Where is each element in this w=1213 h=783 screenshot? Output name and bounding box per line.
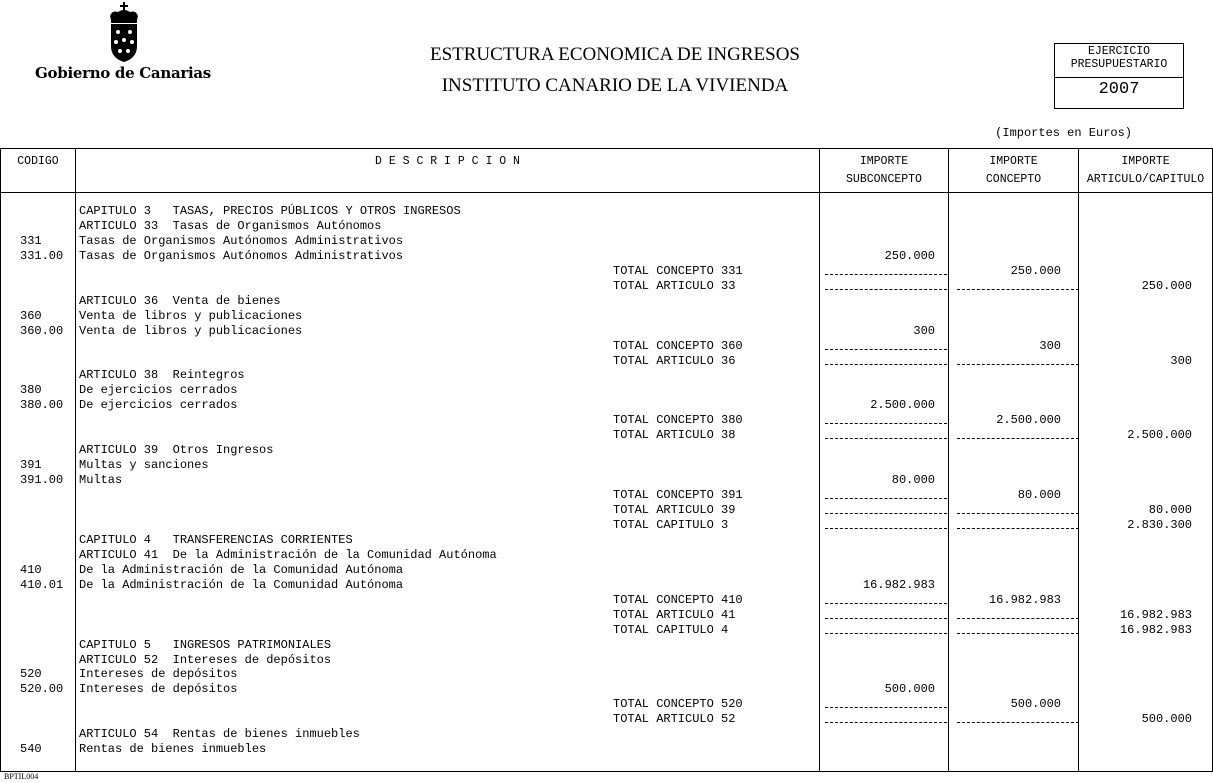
dashed-rule	[957, 618, 1079, 619]
dashed-rule	[825, 513, 947, 514]
table-row	[1, 667, 1212, 682]
row-importe-articulo: 2.500.000	[1127, 428, 1192, 443]
row-importe-articulo: 300	[1170, 353, 1192, 368]
row-importe-concepto: 80.000	[1017, 488, 1061, 503]
logo-text: Gobierno de Canarias	[35, 64, 211, 82]
row-code: 331.00	[20, 248, 64, 263]
table-row	[1, 219, 1212, 234]
col-header-subconcepto-line1: IMPORTE	[859, 155, 909, 168]
row-description: CAPITULO 3 TASAS, PRECIOS PÚBLICOS Y OTROS INGRESOS	[79, 204, 461, 218]
dashed-rule	[957, 722, 1079, 723]
table-row	[1, 368, 1212, 383]
row-description: De la Administración de la Comunidad Autónoma	[79, 562, 404, 577]
table-row	[1, 264, 1212, 279]
row-code: 410.01	[20, 577, 64, 592]
ejercicio-year: 2007	[1098, 80, 1140, 99]
dashed-rule	[825, 364, 947, 365]
dashed-rule	[825, 633, 947, 634]
table-row	[1, 443, 1212, 458]
dashed-rule	[825, 603, 947, 604]
gobierno-logo	[28, 2, 218, 84]
table-row	[1, 608, 1212, 623]
row-importe-articulo: 500.000	[1141, 712, 1192, 727]
row-description: De la Administración de la Comunidad Autónoma	[79, 577, 404, 592]
row-description: CAPITULO 5 INGRESOS PATRIMONIALES	[79, 637, 332, 652]
row-total-label: TOTAL ARTICULO 52	[613, 712, 736, 727]
row-description: ARTICULO 52 Intereses de depósitos	[79, 652, 332, 667]
table-row	[1, 309, 1212, 324]
table-row	[1, 354, 1212, 369]
row-total-label: TOTAL CONCEPTO 520	[613, 697, 743, 712]
table-row	[1, 638, 1212, 653]
row-importe-concepto: 500.000	[1010, 697, 1061, 712]
table-row	[1, 533, 1212, 548]
row-description: ARTICULO 38 Reintegros	[79, 368, 245, 383]
table-row	[1, 413, 1212, 428]
report-title: ESTRUCTURA ECONOMICA DE INGRESOS	[429, 44, 800, 65]
row-importe-concepto: 2.500.000	[996, 413, 1061, 428]
dashed-rule	[957, 633, 1079, 634]
dashed-rule	[825, 423, 947, 424]
dashed-rule	[825, 274, 947, 275]
col-header-concepto-line1: IMPORTE	[989, 155, 1038, 168]
row-total-label: TOTAL CONCEPTO 380	[613, 413, 743, 428]
row-description: Rentas de bienes inmuebles	[79, 742, 267, 757]
dashed-rule	[957, 513, 1079, 514]
row-code: 380.00	[20, 398, 64, 413]
row-importe-concepto: 16.982.983	[988, 592, 1061, 607]
row-description: Multas	[79, 473, 123, 488]
row-importe-subconcepto: 500.000	[884, 682, 935, 697]
dashed-rule	[825, 528, 947, 529]
row-code: 380	[20, 383, 42, 398]
row-importe-subconcepto: 2.500.000	[870, 398, 935, 413]
row-total-label: TOTAL ARTICULO 33	[613, 278, 736, 293]
table-row	[1, 712, 1212, 727]
dashed-rule	[825, 498, 947, 499]
row-total-label: TOTAL CAPITULO 3	[613, 517, 729, 532]
row-total-label: TOTAL ARTICULO 41	[613, 607, 736, 622]
row-importe-articulo: 16.982.983	[1119, 607, 1192, 622]
row-code: 360	[20, 308, 42, 323]
row-importe-subconcepto: 80.000	[891, 473, 935, 488]
table-row	[1, 234, 1212, 249]
row-code: 331	[20, 233, 42, 248]
row-description: De ejercicios cerrados	[79, 398, 238, 413]
row-description: Intereses de depósitos	[79, 682, 238, 697]
col-header-concepto-line2: CONCEPTO	[985, 173, 1042, 186]
table-row	[1, 727, 1212, 742]
table-row	[1, 383, 1212, 398]
row-description: Venta de libros y publicaciones	[79, 323, 303, 338]
row-importe-subconcepto: 250.000	[884, 248, 935, 263]
row-code: 360.00	[20, 323, 64, 338]
dashed-rule	[825, 707, 947, 708]
dashed-rule	[957, 289, 1079, 290]
table-row	[1, 279, 1212, 294]
table-row	[1, 294, 1212, 309]
row-description: ARTICULO 33 Tasas de Organismos Autónomos	[79, 218, 382, 233]
table-row	[1, 742, 1212, 757]
row-total-label: TOTAL CAPITULO 4	[613, 622, 729, 637]
table-row	[1, 398, 1212, 413]
row-importe-articulo: 2.830.300	[1127, 517, 1192, 532]
col-header-codigo: CODIGO	[17, 155, 59, 168]
row-description: Venta de libros y publicaciones	[79, 308, 303, 323]
table-row	[1, 593, 1212, 608]
row-code: 540	[20, 742, 42, 757]
table-row	[1, 697, 1212, 712]
col-header-articulo-line2: ARTICULO/CAPITULO	[1086, 173, 1205, 186]
row-importe-articulo: 250.000	[1141, 278, 1192, 293]
table-row	[1, 653, 1212, 668]
row-description: ARTICULO 41 De la Administración de la Comunidad Autónoma	[79, 547, 497, 562]
row-importe-articulo: 80.000	[1148, 503, 1192, 517]
col-header-articulo-line1: IMPORTE	[1121, 155, 1170, 168]
row-importe-concepto: 250.000	[1010, 263, 1061, 278]
table-row	[1, 518, 1212, 533]
footer-code: BPTIL004	[4, 772, 39, 781]
dashed-rule	[825, 438, 947, 439]
col-header-descripcion: D E S C R I P C I O N	[375, 155, 520, 168]
row-total-label: TOTAL ARTICULO 36	[613, 353, 736, 368]
row-total-label: TOTAL ARTICULO 39	[613, 503, 736, 517]
budget-table	[0, 148, 1213, 772]
row-importe-concepto: 300	[1039, 338, 1061, 353]
row-code: 410	[20, 562, 42, 577]
col-header-articulo	[1079, 153, 1212, 189]
ejercicio-label	[1055, 45, 1183, 78]
units-note: (Importes en Euros)	[995, 126, 1132, 140]
row-total-label: TOTAL CONCEPTO 360	[613, 338, 743, 353]
table-row	[1, 682, 1212, 697]
ejercicio-label-line1: EJERCICIO	[1087, 45, 1151, 58]
row-importe-articulo: 16.982.983	[1119, 622, 1192, 637]
table-row	[1, 324, 1212, 339]
row-description: Tasas de Organismos Autónomos Administrativos	[79, 233, 404, 248]
table-row	[1, 458, 1212, 473]
table-row	[1, 204, 1212, 219]
dashed-rule	[825, 618, 947, 619]
report-subtitle: INSTITUTO CANARIO DE LA VIVIENDA	[441, 75, 789, 96]
dashed-rule	[825, 289, 947, 290]
row-code: 520	[20, 667, 42, 682]
row-description: ARTICULO 36 Venta de bienes	[79, 293, 281, 308]
row-code: 391.00	[20, 473, 64, 488]
col-header-subconcepto	[820, 153, 948, 189]
col-header-subconcepto-line2: SUBCONCEPTO	[846, 173, 922, 186]
table-row	[1, 623, 1212, 638]
table-row	[1, 488, 1212, 503]
ejercicio-label-line2: PRESUPUESTARIO	[1070, 58, 1168, 71]
row-description: ARTICULO 39 Otros Ingresos	[79, 443, 274, 458]
coat-of-arms-icon	[104, 2, 144, 64]
dashed-rule	[957, 528, 1079, 529]
row-total-label: TOTAL CONCEPTO 391	[613, 488, 743, 503]
table-row	[1, 578, 1212, 593]
header-divider	[1, 192, 1212, 193]
row-code: 391	[20, 458, 42, 473]
dashed-rule	[825, 722, 947, 723]
dashed-rule	[957, 438, 1079, 439]
table-row	[1, 339, 1212, 354]
table-row	[1, 503, 1212, 518]
dashed-rule	[957, 364, 1079, 365]
row-total-label: TOTAL CONCEPTO 331	[613, 263, 743, 278]
row-description: CAPITULO 4 TRANSFERENCIAS CORRIENTES	[79, 532, 353, 547]
table-row	[1, 548, 1212, 563]
row-description: ARTICULO 54 Rentas de bienes inmuebles	[79, 727, 360, 742]
row-total-label: TOTAL ARTICULO 38	[613, 428, 736, 443]
row-description: Tasas de Organismos Autónomos Administrativos	[79, 248, 404, 263]
row-importe-subconcepto: 16.982.983	[862, 577, 935, 592]
table-row	[1, 428, 1212, 443]
row-description: Intereses de depósitos	[79, 667, 238, 682]
col-header-concepto	[949, 153, 1078, 189]
table-row	[1, 563, 1212, 578]
table-row	[1, 473, 1212, 488]
table-row	[1, 249, 1212, 264]
row-code: 520.00	[20, 682, 64, 697]
row-total-label: TOTAL CONCEPTO 410	[613, 592, 743, 607]
row-description: De ejercicios cerrados	[79, 383, 238, 398]
row-description: Multas y sanciones	[79, 458, 209, 473]
row-importe-subconcepto: 300	[913, 323, 935, 338]
dashed-rule	[825, 349, 947, 350]
ejercicio-box	[1054, 43, 1184, 109]
